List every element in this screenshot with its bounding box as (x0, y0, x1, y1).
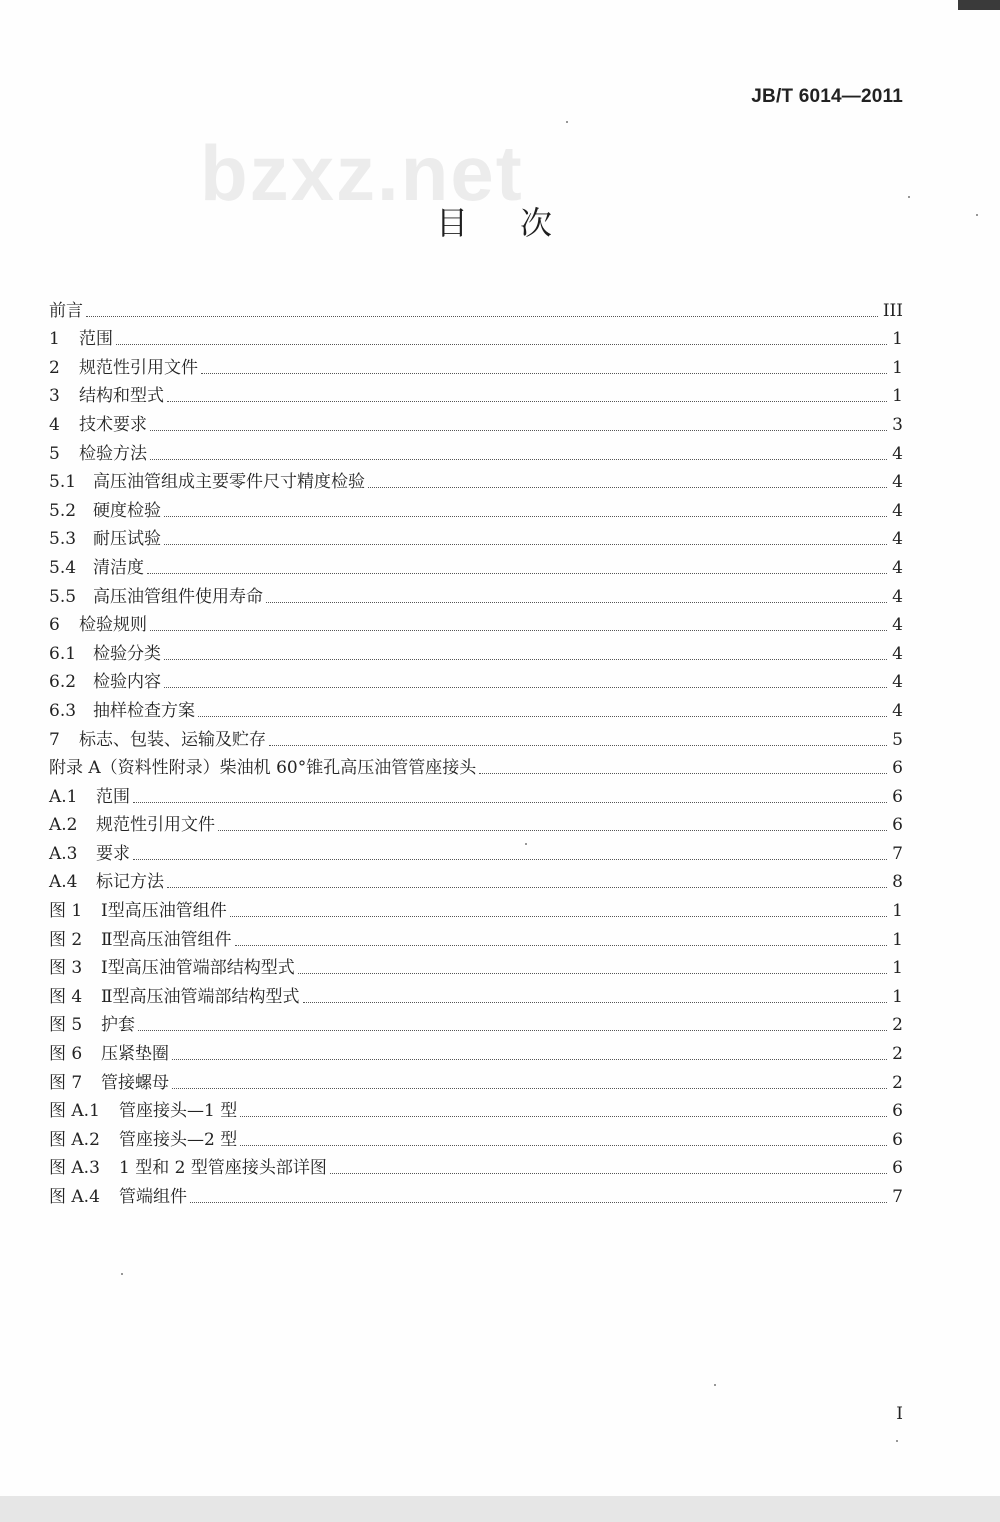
toc-entry[interactable] (49, 349, 903, 378)
toc-leader-dots (303, 1001, 888, 1003)
toc-entry-page: III (882, 300, 903, 321)
toc-leader-dots (147, 572, 887, 574)
toc-entry[interactable] (49, 921, 903, 950)
toc-entry-number: 图 5 (49, 1015, 83, 1036)
toc-entry-number: 图 A.3 (49, 1158, 100, 1179)
toc-entry-title: 护套 (101, 1015, 135, 1036)
toc-leader-dots (240, 1115, 887, 1117)
toc-entry-title: 检验规则 (79, 615, 147, 636)
scan-corner-mark (958, 0, 1000, 10)
toc-entry-page: 1 (892, 357, 903, 378)
toc-entry-page: 1 (892, 901, 903, 922)
toc-entry-title: 范围 (96, 786, 130, 807)
toc-leader-dots (116, 343, 887, 345)
toc-entry-title: 抽样检查方案 (93, 700, 195, 721)
toc-entry[interactable] (49, 750, 903, 779)
toc-entry-title: 检验内容 (93, 672, 161, 693)
toc-leader-dots (172, 1087, 887, 1089)
toc-leader-dots (86, 315, 878, 317)
toc-leader-dots (201, 372, 887, 374)
toc-leader-dots (368, 486, 887, 488)
toc-entry-page: 1 (892, 958, 903, 979)
toc-entry-number: 图 A.2 (49, 1129, 100, 1150)
toc-entry-page: 3 (892, 414, 903, 435)
toc-entry-title: 管接螺母 (101, 1072, 169, 1093)
scan-speck (714, 1384, 716, 1386)
toc-entry-title: 范围 (79, 329, 113, 350)
toc-entry-number: 图 3 (49, 958, 83, 979)
toc-entry[interactable] (49, 321, 903, 350)
page-title: 目次 (435, 204, 604, 242)
toc-entry[interactable] (49, 378, 903, 407)
toc-entry[interactable] (49, 664, 903, 693)
toc-entry[interactable] (49, 492, 903, 521)
toc-entry-title: 清洁度 (93, 557, 144, 578)
toc-leader-dots (218, 829, 887, 831)
toc-entry-page: 4 (892, 500, 903, 521)
toc-entry-title: 前言 (49, 300, 83, 321)
toc-entry[interactable] (49, 1150, 903, 1179)
toc-entry[interactable] (49, 549, 903, 578)
toc-entry-page: 6 (892, 786, 903, 807)
toc-entry[interactable] (49, 1064, 903, 1093)
toc-entry[interactable] (49, 1093, 903, 1122)
toc-entry[interactable] (49, 464, 903, 493)
toc-leader-dots (133, 801, 887, 803)
toc-entry[interactable] (49, 950, 903, 979)
toc-entry-number: 6.1 (49, 643, 77, 664)
toc-entry[interactable] (49, 978, 903, 1007)
toc-leader-dots (479, 772, 887, 774)
toc-entry-page: 2 (892, 1044, 903, 1065)
toc-leader-dots (230, 915, 887, 917)
toc-entry-page: 7 (892, 843, 903, 864)
scan-speck (121, 1273, 123, 1275)
toc-entry-title: 标记方法 (96, 872, 164, 893)
toc-entry-number: 图 4 (49, 986, 83, 1007)
toc-entry-number: 5.4 (49, 557, 77, 578)
toc-entry[interactable] (49, 778, 903, 807)
toc-entry-number: A.3 (49, 843, 78, 864)
toc-entry-title: 附录 A（资料性附录）柴油机 60°锥孔高压油管管座接头 (49, 758, 477, 779)
toc-entry[interactable] (49, 635, 903, 664)
toc-entry[interactable] (49, 721, 903, 750)
toc-entry[interactable] (49, 578, 903, 607)
toc-entry-number: A.4 (49, 872, 78, 893)
toc-leader-dots (190, 1201, 887, 1203)
toc-leader-dots (150, 458, 887, 460)
toc-entry-number: 5 (49, 443, 60, 464)
toc-entry-page: 5 (892, 729, 903, 750)
toc-entry-number: 7 (49, 729, 60, 750)
toc-leader-dots (150, 629, 887, 631)
toc-entry-number: 3 (49, 386, 60, 407)
toc-entry-page: 2 (892, 1015, 903, 1036)
table-of-contents (49, 292, 903, 1207)
toc-entry-title: Ⅱ型高压油管组件 (101, 929, 232, 950)
toc-entry-title: 检验方法 (79, 443, 147, 464)
toc-entry-page: 6 (892, 1129, 903, 1150)
toc-entry[interactable] (49, 807, 903, 836)
toc-leader-dots (138, 1029, 887, 1031)
toc-entry-title: 1 型和 2 型管座接头部详图 (119, 1158, 327, 1179)
toc-leader-dots (266, 601, 887, 603)
toc-entry-title: 硬度检验 (93, 500, 161, 521)
toc-entry-title: 结构和型式 (79, 386, 164, 407)
toc-entry[interactable] (49, 1178, 903, 1207)
toc-entry-number: 5.5 (49, 586, 77, 607)
toc-entry[interactable] (49, 521, 903, 550)
scan-speck (566, 121, 568, 123)
toc-entry[interactable] (49, 835, 903, 864)
toc-entry-number: 图 A.4 (49, 1187, 100, 1207)
toc-entry-number: 5.1 (49, 472, 77, 493)
toc-entry-page: 6 (892, 815, 903, 836)
toc-entry[interactable] (49, 292, 903, 321)
toc-entry[interactable] (49, 1007, 903, 1036)
toc-entry-number: 图 6 (49, 1044, 83, 1065)
toc-entry-page: 1 (892, 386, 903, 407)
toc-leader-dots (167, 886, 887, 888)
toc-entry-title: 管座接头—1 型 (119, 1101, 238, 1122)
toc-entry-title: 规范性引用文件 (96, 815, 215, 836)
toc-entry-number: 6 (49, 615, 60, 636)
watermark: bzxz.net (200, 129, 524, 217)
toc-entry-title: 高压油管组件使用寿命 (93, 586, 263, 607)
toc-entry-title: 管端组件 (119, 1187, 187, 1207)
toc-entry-title: 高压油管组成主要零件尺寸精度检验 (93, 472, 365, 493)
page-number: I (896, 1404, 903, 1424)
toc-entry-page: 1 (892, 986, 903, 1007)
toc-entry-title: 耐压试验 (93, 529, 161, 550)
toc-leader-dots (298, 972, 887, 974)
toc-entry[interactable] (49, 864, 903, 893)
toc-leader-dots (133, 858, 887, 860)
toc-entry-number: 5.3 (49, 529, 77, 550)
toc-entry-page: 6 (892, 758, 903, 779)
document-code: JB/T 6014—2011 (751, 86, 903, 107)
toc-leader-dots (164, 543, 887, 545)
scan-bottom-edge (0, 1496, 1000, 1522)
toc-entry-page: 8 (892, 872, 903, 893)
toc-entry[interactable] (49, 435, 903, 464)
toc-leader-dots (167, 400, 887, 402)
toc-entry-number: 4 (49, 414, 60, 435)
toc-entry-number: A.2 (49, 815, 78, 836)
scan-speck (976, 214, 978, 216)
toc-leader-dots (164, 515, 887, 517)
toc-entry-page: 4 (892, 700, 903, 721)
toc-entry[interactable] (49, 892, 903, 921)
toc-entry-number: 2 (49, 357, 60, 378)
toc-entry-title: Ⅱ型高压油管端部结构型式 (101, 986, 300, 1007)
toc-entry[interactable] (49, 1121, 903, 1150)
toc-entry[interactable] (49, 406, 903, 435)
toc-entry-page: 7 (892, 1187, 903, 1207)
toc-entry-page: 6 (892, 1101, 903, 1122)
toc-entry-page: 6 (892, 1158, 903, 1179)
toc-entry-title: 管座接头—2 型 (119, 1129, 238, 1150)
toc-leader-dots (235, 944, 888, 946)
toc-entry-page: 1 (892, 329, 903, 350)
toc-entry-page: 4 (892, 557, 903, 578)
toc-entry-page: 1 (892, 929, 903, 950)
toc-leader-dots (269, 744, 887, 746)
toc-entry-page: 4 (892, 472, 903, 493)
toc-entry-page: 2 (892, 1072, 903, 1093)
toc-entry[interactable] (49, 607, 903, 636)
toc-leader-dots (164, 686, 887, 688)
toc-entry-title: 技术要求 (79, 414, 147, 435)
toc-leader-dots (198, 715, 887, 717)
scan-speck (896, 1440, 898, 1442)
toc-entry-number: 图 7 (49, 1072, 83, 1093)
toc-entry-number: 6.3 (49, 700, 77, 721)
toc-leader-dots (330, 1172, 887, 1174)
toc-entry-title: 要求 (96, 843, 130, 864)
toc-entry-number: 图 A.1 (49, 1101, 100, 1122)
toc-entry-page: 4 (892, 586, 903, 607)
toc-entry-title: 标志、包装、运输及贮存 (79, 729, 266, 750)
toc-leader-dots (172, 1058, 887, 1060)
toc-entry-number: 5.2 (49, 500, 77, 521)
scan-speck (525, 843, 527, 845)
toc-entry-number: 6.2 (49, 672, 77, 693)
toc-entry-number: 1 (49, 329, 60, 350)
toc-entry-number: 图 2 (49, 929, 83, 950)
toc-entry-title: 压紧垫圈 (101, 1044, 169, 1065)
toc-entry-number: 图 1 (49, 901, 83, 922)
toc-entry-page: 4 (892, 615, 903, 636)
toc-entry-page: 4 (892, 443, 903, 464)
scan-speck (908, 196, 910, 198)
toc-entry-page: 4 (892, 529, 903, 550)
toc-entry-title: Ⅰ型高压油管组件 (101, 901, 227, 922)
toc-leader-dots (164, 658, 887, 660)
toc-entry-page: 4 (892, 672, 903, 693)
toc-leader-dots (240, 1144, 887, 1146)
toc-entry-title: 检验分类 (93, 643, 161, 664)
toc-entry-number: A.1 (49, 786, 78, 807)
toc-entry-title: Ⅰ型高压油管端部结构型式 (101, 958, 295, 979)
toc-entry[interactable] (49, 1035, 903, 1064)
toc-leader-dots (150, 429, 887, 431)
toc-entry-page: 4 (892, 643, 903, 664)
toc-entry-title: 规范性引用文件 (79, 357, 198, 378)
toc-entry[interactable] (49, 692, 903, 721)
